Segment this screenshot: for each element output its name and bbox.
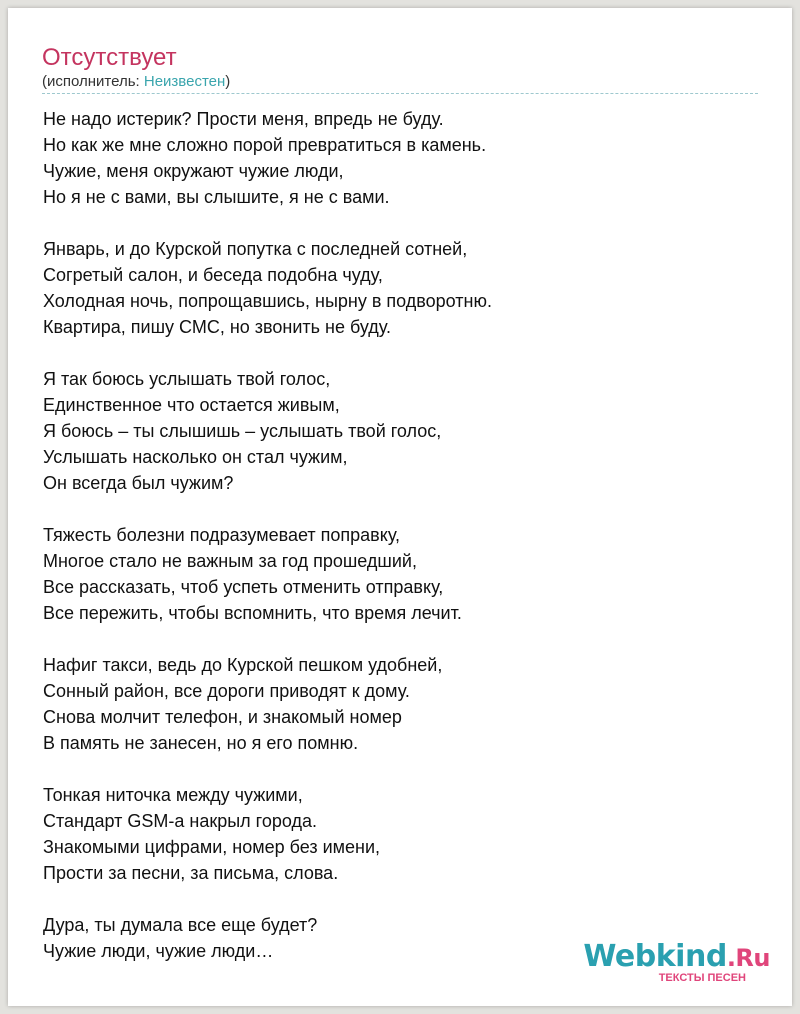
lyrics-stanza — [43, 236, 758, 340]
lyrics-line: Дура, ты думала все еще будет? — [43, 915, 318, 935]
lyrics-line: Нафиг такси, ведь до Курской пешком удобней, — [43, 655, 443, 675]
lyrics-line: Сонный район, все дороги приводят к дому. — [43, 681, 410, 701]
lyrics-line: Услышать насколько он стал чужим, — [43, 447, 348, 467]
lyrics-line: Многое стало не важным за год прошедший, — [43, 551, 417, 571]
lyrics-line: Я так боюсь услышать твой голос, — [43, 369, 331, 389]
lyrics-text — [43, 106, 758, 990]
lyrics-stanza — [43, 366, 758, 496]
logo-tld: .Ru — [726, 944, 770, 972]
lyrics-stanza — [43, 522, 758, 626]
lyrics-sheet — [8, 8, 792, 1006]
lyrics-line: Чужие, меня окружают чужие люди, — [43, 161, 344, 181]
header-divider — [42, 93, 758, 94]
lyrics-line: В память не занесен, но я его помню. — [43, 733, 359, 753]
lyrics-line: Прости за песни, за письма, слова. — [43, 863, 339, 883]
lyrics-line: Единственное что остается живым, — [43, 395, 340, 415]
lyrics-line: Холодная ночь, попрощавшись, нырну в подворотню. — [43, 291, 492, 311]
lyrics-line: Все рассказать, чтоб успеть отменить отправку, — [43, 577, 444, 597]
performer-prefix: (исполнитель: — [42, 73, 144, 90]
lyrics-line: Чужие люди, чужие люди… — [43, 941, 274, 961]
lyrics-line: Тонкая ниточка между чужими, — [43, 785, 303, 805]
lyrics-line: Но я не с вами, вы слышите, я не с вами. — [43, 187, 390, 207]
webkind-logo — [583, 939, 770, 988]
performer-line — [42, 73, 230, 91]
lyrics-stanza — [43, 652, 758, 756]
lyrics-line: Стандарт GSM-а накрыл города. — [43, 811, 317, 831]
lyrics-line: Я боюсь – ты слышишь – услышать твой голос, — [43, 421, 442, 441]
lyrics-line: Он всегда был чужим? — [43, 473, 234, 493]
performer-name-link[interactable]: Неизвестен — [143, 73, 226, 90]
logo-wordmark — [583, 940, 770, 975]
lyrics-stanza — [43, 106, 758, 210]
logo-tagline: ТЕКСТЫ ПЕСЕН — [658, 972, 746, 984]
performer-suffix: ) — [225, 73, 231, 90]
lyrics-line: Тяжесть болезни подразумевает поправку, — [43, 525, 401, 545]
lyrics-line: Все пережить, чтобы вспомнить, что время лечит. — [43, 603, 462, 623]
logo-brand: Webkind — [583, 939, 727, 974]
lyrics-stanza — [43, 782, 758, 886]
lyrics-line: Согретый салон, и беседа подобна чуду, — [43, 265, 383, 285]
lyrics-line: Знакомыми цифрами, номер без имени, — [43, 837, 381, 857]
lyrics-line: Квартира, пишу СМС, но звонить не буду. — [43, 317, 391, 337]
lyrics-line: Январь, и до Курской попутка с последней сотней, — [43, 239, 468, 259]
lyrics-line: Не надо истерик? Прости меня, впредь не буду. — [43, 109, 444, 129]
lyrics-line: Снова молчит телефон, и знакомый номер — [43, 707, 402, 727]
lyrics-line: Но как же мне сложно порой превратиться в камень. — [43, 135, 487, 155]
song-title: Отсутствует — [42, 44, 177, 71]
